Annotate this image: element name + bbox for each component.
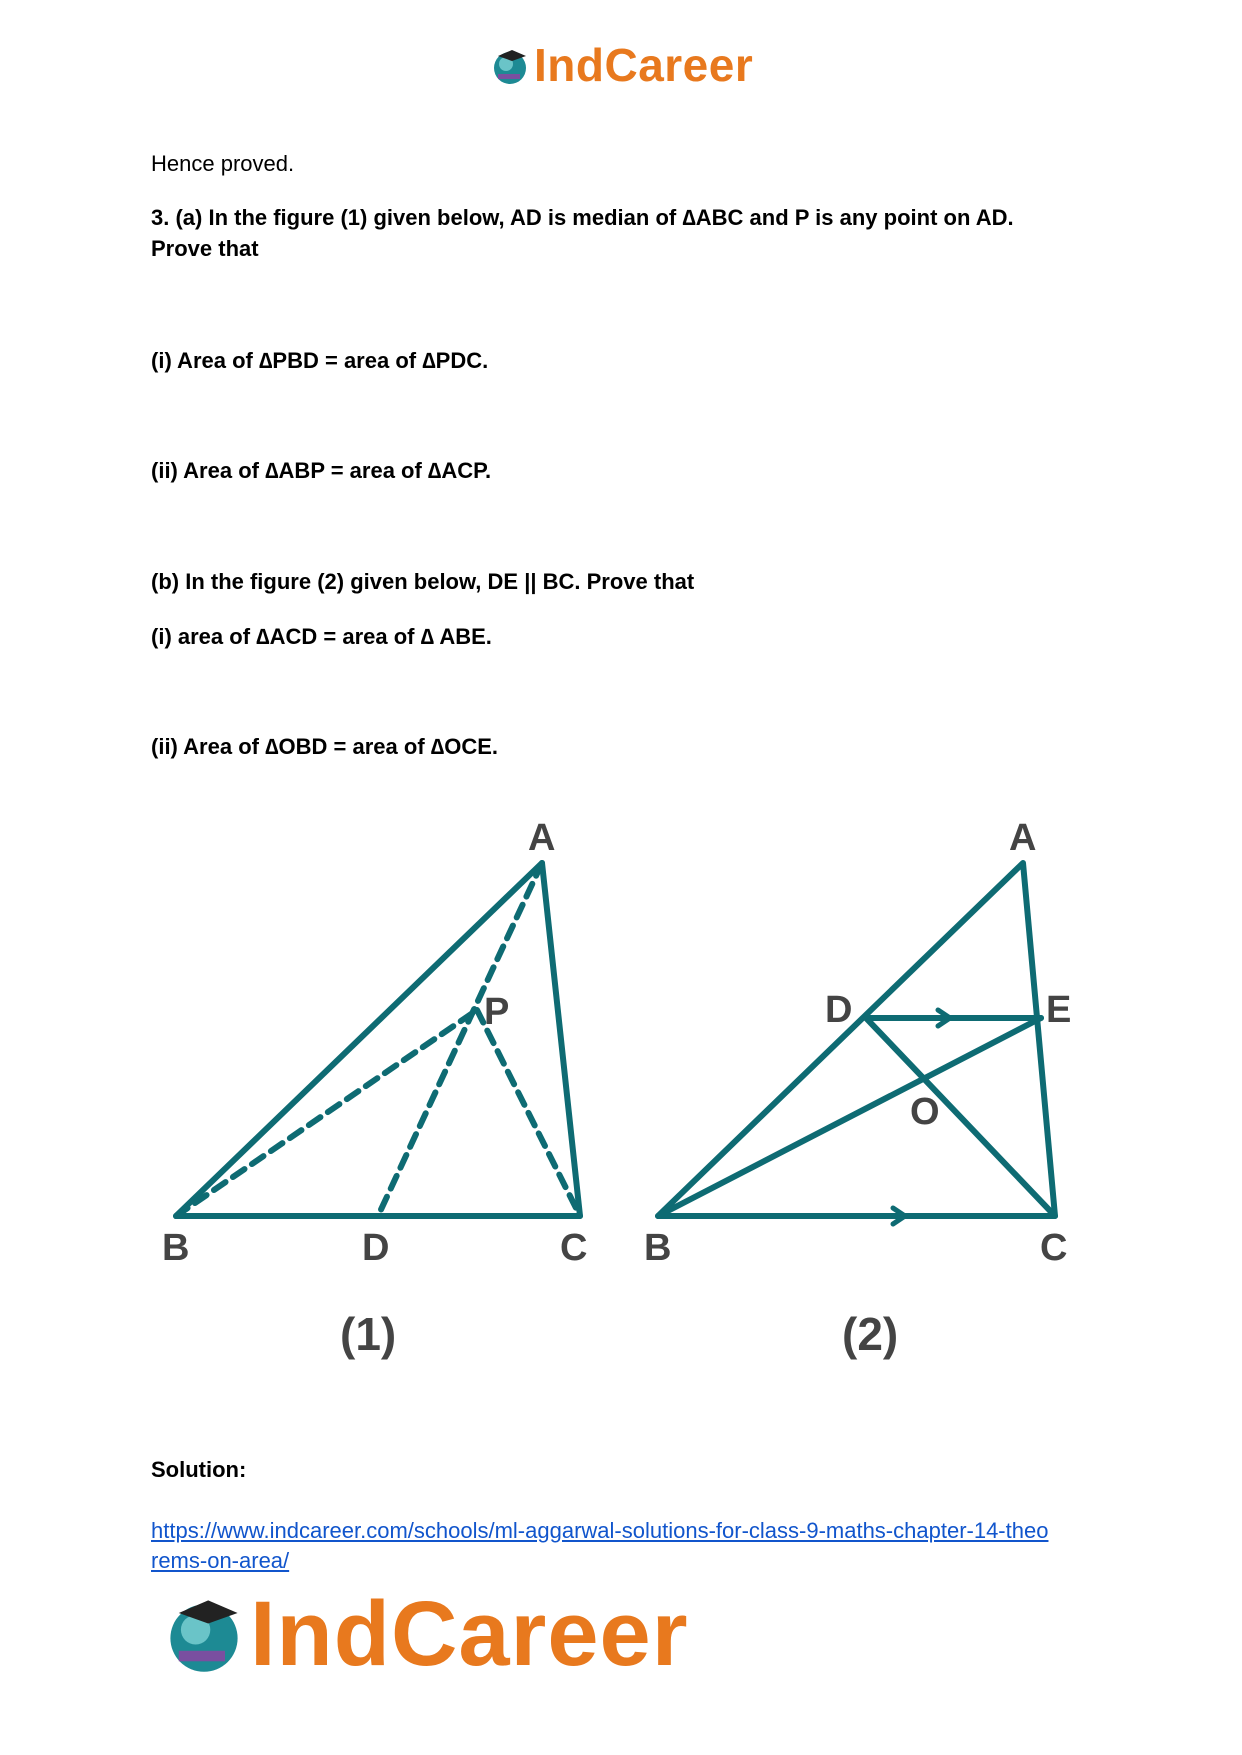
header-logo xyxy=(490,39,770,92)
hence-proved-text: Hence proved. xyxy=(151,151,295,176)
question-3a-i: (i) Area of ∆PBD = area of ∆PDC. xyxy=(151,348,489,373)
question-3b: (b) In the figure (2) given below, DE || BC. Prove that xyxy=(151,569,695,594)
solution-link-line1[interactable]: https://www.indcareer.com/schools/ml-aggarwal-solutions-for-class-9-maths-chapter-14-theo xyxy=(151,1518,1049,1543)
fig2-label-d: D xyxy=(825,989,853,1031)
solution-label: Solution: xyxy=(151,1457,247,1482)
fig2-label-b: B xyxy=(644,1227,672,1269)
solution-link-line2[interactable]: rems-on-area/ xyxy=(151,1548,290,1573)
solution-link[interactable] xyxy=(151,1516,1101,1576)
fig2-segment-dc xyxy=(866,1018,1055,1216)
question-3a-line2: Prove that xyxy=(151,236,259,261)
footer-logo xyxy=(162,1583,702,1685)
question-3b-ii: (ii) Area of ∆OBD = area of ∆OCE. xyxy=(151,734,499,759)
question-3a-ii: (ii) Area of ∆ABP = area of ∆ACP. xyxy=(151,458,492,483)
question-3a-line1: 3. (a) In the figure (1) given below, AD is median of ∆ABC and P is any point on AD. xyxy=(151,205,1014,230)
geometry-figures xyxy=(150,810,1100,1370)
figure-1-caption: (1) xyxy=(340,1308,397,1360)
fig2-label-e: E xyxy=(1046,989,1072,1031)
figure-1-shapes xyxy=(176,863,580,1216)
fig1-label-c: C xyxy=(560,1227,588,1269)
fig1-label-p: P xyxy=(484,991,510,1033)
fig1-label-d: D xyxy=(362,1227,390,1269)
logo-text: IndCareer xyxy=(534,39,754,91)
fig2-segment-be xyxy=(658,1018,1041,1216)
fig2-label-c: C xyxy=(1040,1227,1068,1269)
fig1-label-b: B xyxy=(162,1227,190,1269)
question-3b-i: (i) area of ∆ACD = area of ∆ ABE. xyxy=(151,624,492,649)
footer-logo-text: IndCareer xyxy=(250,1583,689,1685)
fig1-segment-bp xyxy=(176,1010,477,1216)
fig2-label-o: O xyxy=(910,1091,940,1133)
fig2-label-a: A xyxy=(1009,817,1037,859)
fig1-segment-pc xyxy=(477,1010,580,1216)
fig1-median-ad xyxy=(378,863,542,1216)
fig1-label-a: A xyxy=(528,817,556,859)
globe-graduation-cap-icon xyxy=(162,1592,246,1676)
figure-2-shapes xyxy=(658,863,1055,1216)
figure-2-caption: (2) xyxy=(842,1308,899,1360)
globe-graduation-cap-icon xyxy=(490,46,530,86)
